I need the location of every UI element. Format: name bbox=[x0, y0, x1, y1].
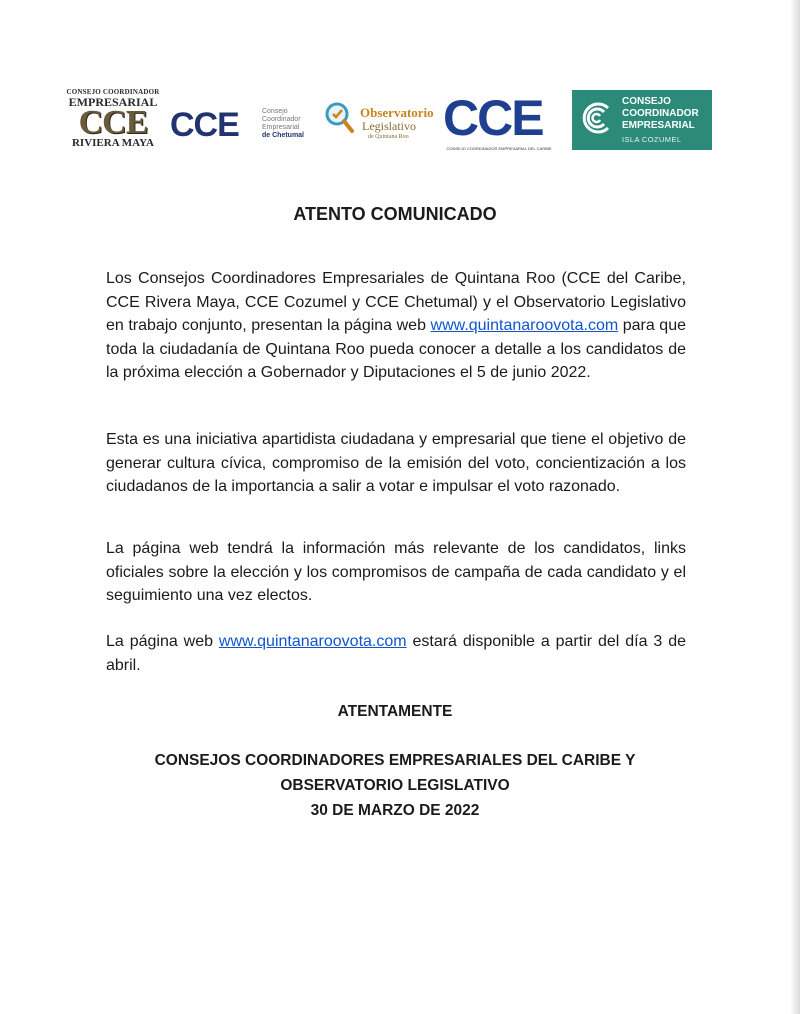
logo-text: EMPRESARIAL bbox=[622, 120, 695, 131]
magnifier-icon bbox=[322, 100, 356, 134]
logo-text: Observatorio bbox=[360, 105, 434, 120]
observatorio-legislativo-logo bbox=[322, 94, 434, 154]
logo-text: CCE bbox=[78, 104, 148, 141]
paragraph-4: La página web www.quintanaroovota.com estará disponible a partir del día 3 de abril. bbox=[106, 633, 686, 674]
logo-text: de Quintana Roo bbox=[368, 134, 409, 140]
sign-off: ATENTAMENTE bbox=[337, 703, 453, 720]
logo-text: CCE bbox=[170, 106, 239, 144]
signature-line: OBSERVATORIO LEGISLATIVO bbox=[280, 777, 510, 794]
logo-text: CONSEJO COORDINADOR bbox=[66, 88, 160, 96]
logo-subtext: CONSEJO COORDINADOR EMPRESARIAL DEL CARIBE bbox=[446, 146, 552, 151]
website-link[interactable]: www.quintanaroovota.com bbox=[218, 633, 407, 650]
signature-date: 30 DE MARZO DE 2022 bbox=[310, 802, 480, 819]
document-title: ATENTO COMUNICADO bbox=[293, 204, 497, 224]
paragraph-2: Esta es una iniciativa apartidista ciudadana y empresarial que tiene el objetivo de generar cultura cívica, compromiso de la emisión del voto, concientización a los ciudadanos de la importancia a salir a votar e impulsar el voto razonado. bbox=[106, 431, 686, 495]
cce-cozumel-logo bbox=[572, 90, 712, 150]
signature-line: CONSEJOS COORDINADORES EMPRESARIALES DEL CARIBE Y bbox=[154, 752, 636, 769]
cce-riviera-maya-logo bbox=[65, 88, 161, 152]
logo-text: CCE bbox=[443, 90, 543, 146]
logo-text: EMPRESARIAL bbox=[68, 95, 158, 109]
cce-chetumal-logo bbox=[170, 102, 320, 142]
paragraph-3: La página web tendrá la información más relevante de los candidatos, links oficiales sobre la elección y los compromisos de campaña de cada candidato y el seguimiento una vez electos. bbox=[106, 540, 686, 604]
logo-text: ISLA COZUMEL bbox=[622, 135, 682, 144]
signature-block bbox=[0, 748, 790, 823]
page-edge-shadow bbox=[790, 0, 800, 1014]
paragraph-1: Los Consejos Coordinadores Empresariales de Quintana Roo (CCE del Caribe, CCE Rivera Maya, CCE Cozumel y CCE Chetumal) y el Observatorio Legislativo en trabajo conjunto, presentan la página web www.quintanaroovota.com para que toda la ciudadanía de Quintana Roo pueda conocer a detalle a los candidatos de la próxima elección a Gobernador y Diputaciones el 5 de junio 2022. bbox=[106, 270, 687, 381]
logo-subtext: Consejo Coordinador Empresarial de Chetumal bbox=[262, 108, 305, 139]
cce-symbol-icon bbox=[580, 100, 616, 136]
cce-caribe-logo bbox=[443, 90, 555, 152]
logo-text: Legislativo bbox=[362, 119, 416, 133]
logo-text: RIVIERA MAYA bbox=[71, 137, 154, 149]
logo-text: COORDINADOR bbox=[622, 108, 699, 119]
website-link[interactable]: www.quintanaroovota.com bbox=[430, 317, 619, 334]
logo-text: CONSEJO bbox=[622, 96, 671, 107]
logo-strip bbox=[60, 88, 720, 156]
